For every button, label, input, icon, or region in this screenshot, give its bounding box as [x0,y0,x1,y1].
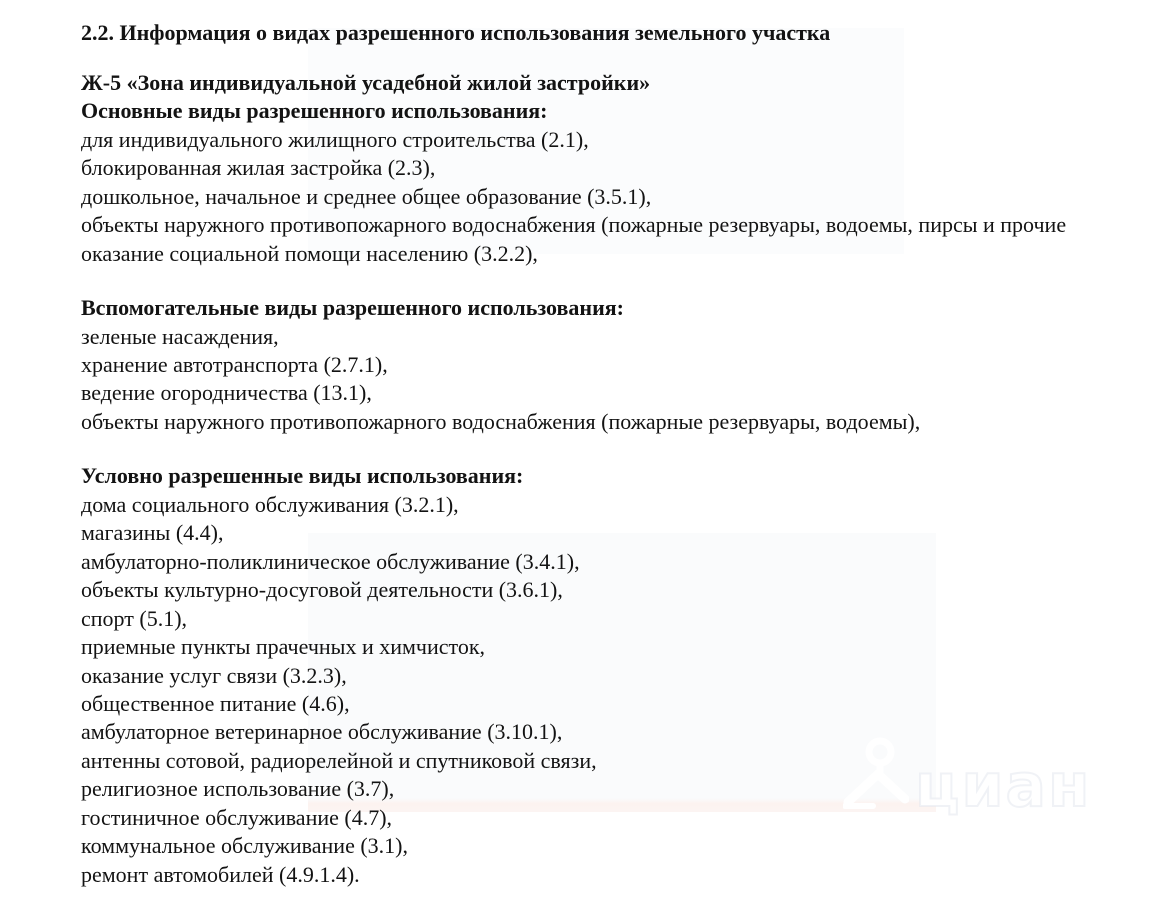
list-item: общественное питание (4.6), [81,691,350,717]
list-item: зеленые насаждения, [81,323,279,349]
section-auxiliary-uses [81,294,1169,436]
list-item: религиозное использование (3.7), [81,776,395,802]
section-heading: Условно разрешенные виды использования: [81,463,524,489]
list-item: объекты наружного противопожарного водоснабжения (пожарные резервуары, водоемы), [81,408,921,434]
section-conditional-uses [81,462,1169,889]
list-item: оказание услуг связи (3.2.3), [81,662,347,688]
list-item: ведение огородничества (13.1), [81,380,372,406]
list-item: объекты наружного противопожарного водоснабжения (пожарные резервуары, водоемы, пирсы и прочие [81,212,1067,238]
list-item: гостиничное обслуживание (4.7), [81,804,393,830]
list-item: амбулаторное ветеринарное обслуживание (3.10.1), [81,719,563,745]
cian-watermark-text: циан [915,750,1092,821]
list-item: антенны сотовой, радиорелейной и спутниковой связи, [81,747,597,773]
list-item: приемные пункты прачечных и химчисток, [81,634,486,660]
list-item: дома социального обслуживания (3.2.1), [81,491,459,517]
section-heading: Вспомогательные виды разрешенного использования: [81,295,624,321]
list-item: коммунальное обслуживание (3.1), [81,833,408,859]
doc-title: 2.2. Информация о видах разрешенного использования земельного участка [81,20,831,45]
list-item: ремонт автомобилей (4.9.1.4). [81,861,360,887]
list-item: магазины (4.4), [81,520,224,546]
zone-title: Ж-5 «Зона индивидуальной усадебной жилой застройки» [81,69,651,95]
list-item: хранение автотранспорта (2.7.1), [81,352,388,378]
list-item: блокированная жилая застройка (2.3), [81,155,436,181]
list-item: оказание социальной помощи населению (3.2.2), [81,240,538,266]
list-item: спорт (5.1), [81,605,188,631]
list-item: дошкольное, начальное и среднее общее образование (3.5.1), [81,183,652,209]
section-main-uses [81,69,1169,268]
list-item: объекты культурно-досуговой деятельности (3.6.1), [81,577,563,603]
section-heading: Основные виды разрешенного использования: [81,98,548,124]
list-item: амбулаторно-поликлиническое обслуживание (3.4.1), [81,548,580,574]
list-item: для индивидуального жилищного строительства (2.1), [81,126,589,152]
